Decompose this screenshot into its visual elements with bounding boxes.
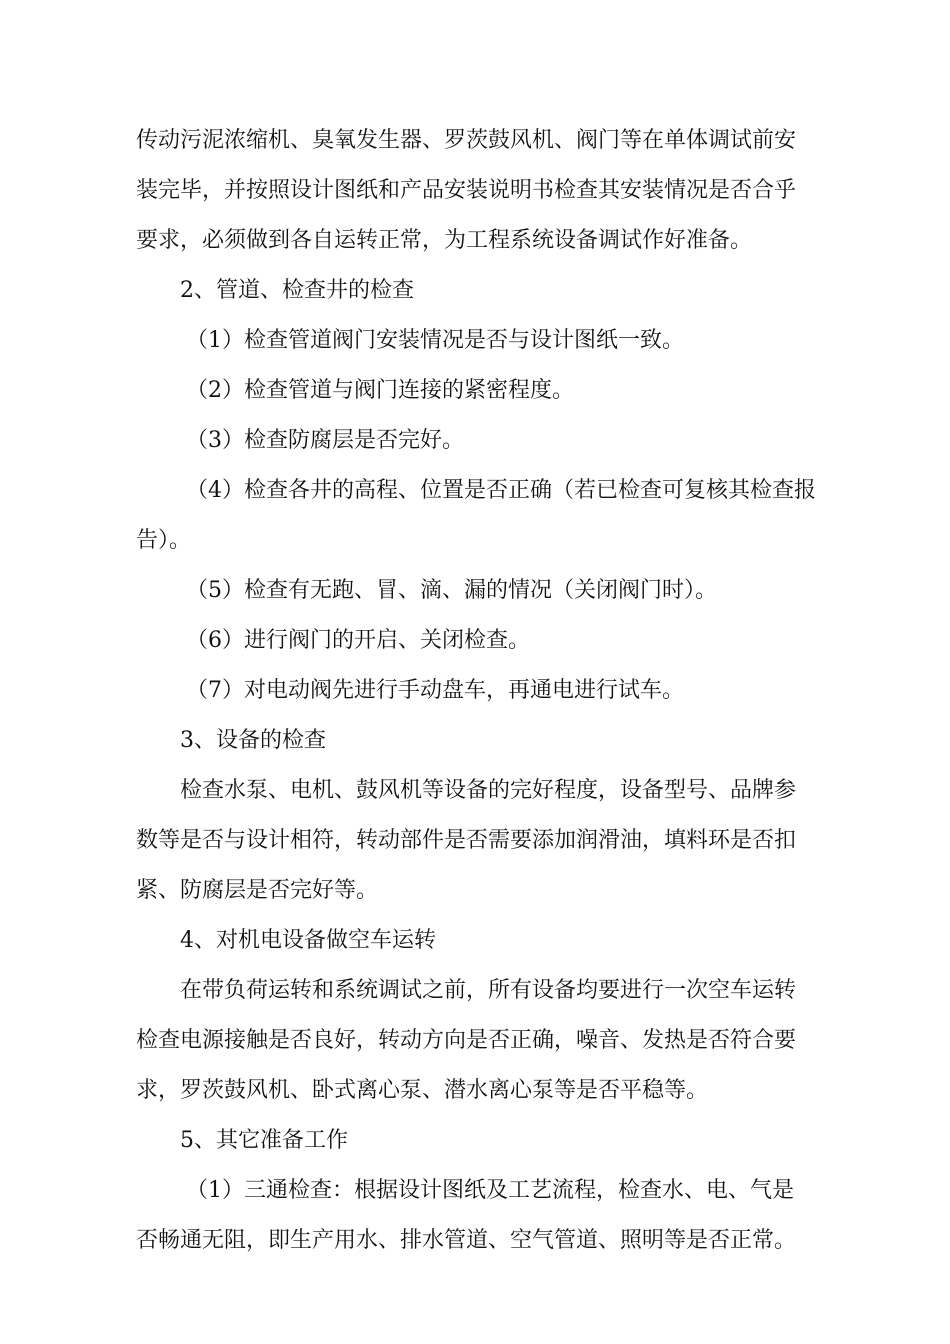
text-line: 装完毕，并按照设计图纸和产品安装说明书检查其安装情况是否合乎 [136, 178, 797, 203]
text-line: 求，罗茨鼓风机、卧式离心泵、潜水离心泵等是否平稳等。 [136, 1078, 709, 1103]
section-heading: 4、对机电设备做空车运转 [180, 928, 436, 953]
text-line: 要求，必须做到各自运转正常，为工程系统设备调试作好准备。 [136, 228, 753, 253]
section-heading: 5、其它准备工作 [180, 1128, 348, 1153]
list-item: （2）检查管道与阀门连接的紧密程度。 [186, 378, 574, 403]
text-line: 告）。 [136, 528, 192, 553]
section-heading: 3、设备的检查 [180, 728, 326, 753]
text-line: 在带负荷运转和系统调试之前，所有设备均要进行一次空车运转 [180, 978, 797, 1003]
list-item: （6）进行阀门的开启、关闭检查。 [186, 628, 530, 653]
list-item: （7）对电动阀先进行手动盘车，再通电进行试车。 [186, 678, 684, 703]
list-item: （4）检查各井的高程、位置是否正确（若已检查可复核其检查报 [186, 478, 816, 503]
text-line: 数等是否与设计相符，转动部件是否需要添加润滑油，填料环是否扣 [136, 828, 797, 853]
text-line: 否畅通无阻，即生产用水、排水管道、空气管道、照明等是否正常。 [136, 1228, 797, 1253]
text-line: 检查电源接触是否良好，转动方向是否正确，噪音、发热是否符合要 [136, 1028, 797, 1053]
list-item: （1）三通检查：根据设计图纸及工艺流程，检查水、电、气是 [186, 1178, 794, 1203]
text-line: 紧、防腐层是否完好等。 [136, 878, 379, 903]
list-item: （1）检查管道阀门安装情况是否与设计图纸一致。 [186, 328, 684, 353]
text-line: 传动污泥浓缩机、臭氧发生器、罗茨鼓风机、阀门等在单体调试前安 [136, 128, 797, 153]
list-item: （5）检查有无跑、冒、滴、漏的情况（关闭阀门时）。 [186, 578, 717, 603]
list-item: （3）检查防腐层是否完好。 [186, 428, 464, 453]
text-line: 检查水泵、电机、鼓风机等设备的完好程度，设备型号、品牌参 [180, 778, 797, 803]
section-heading: 2、管道、检查井的检查 [180, 278, 414, 303]
